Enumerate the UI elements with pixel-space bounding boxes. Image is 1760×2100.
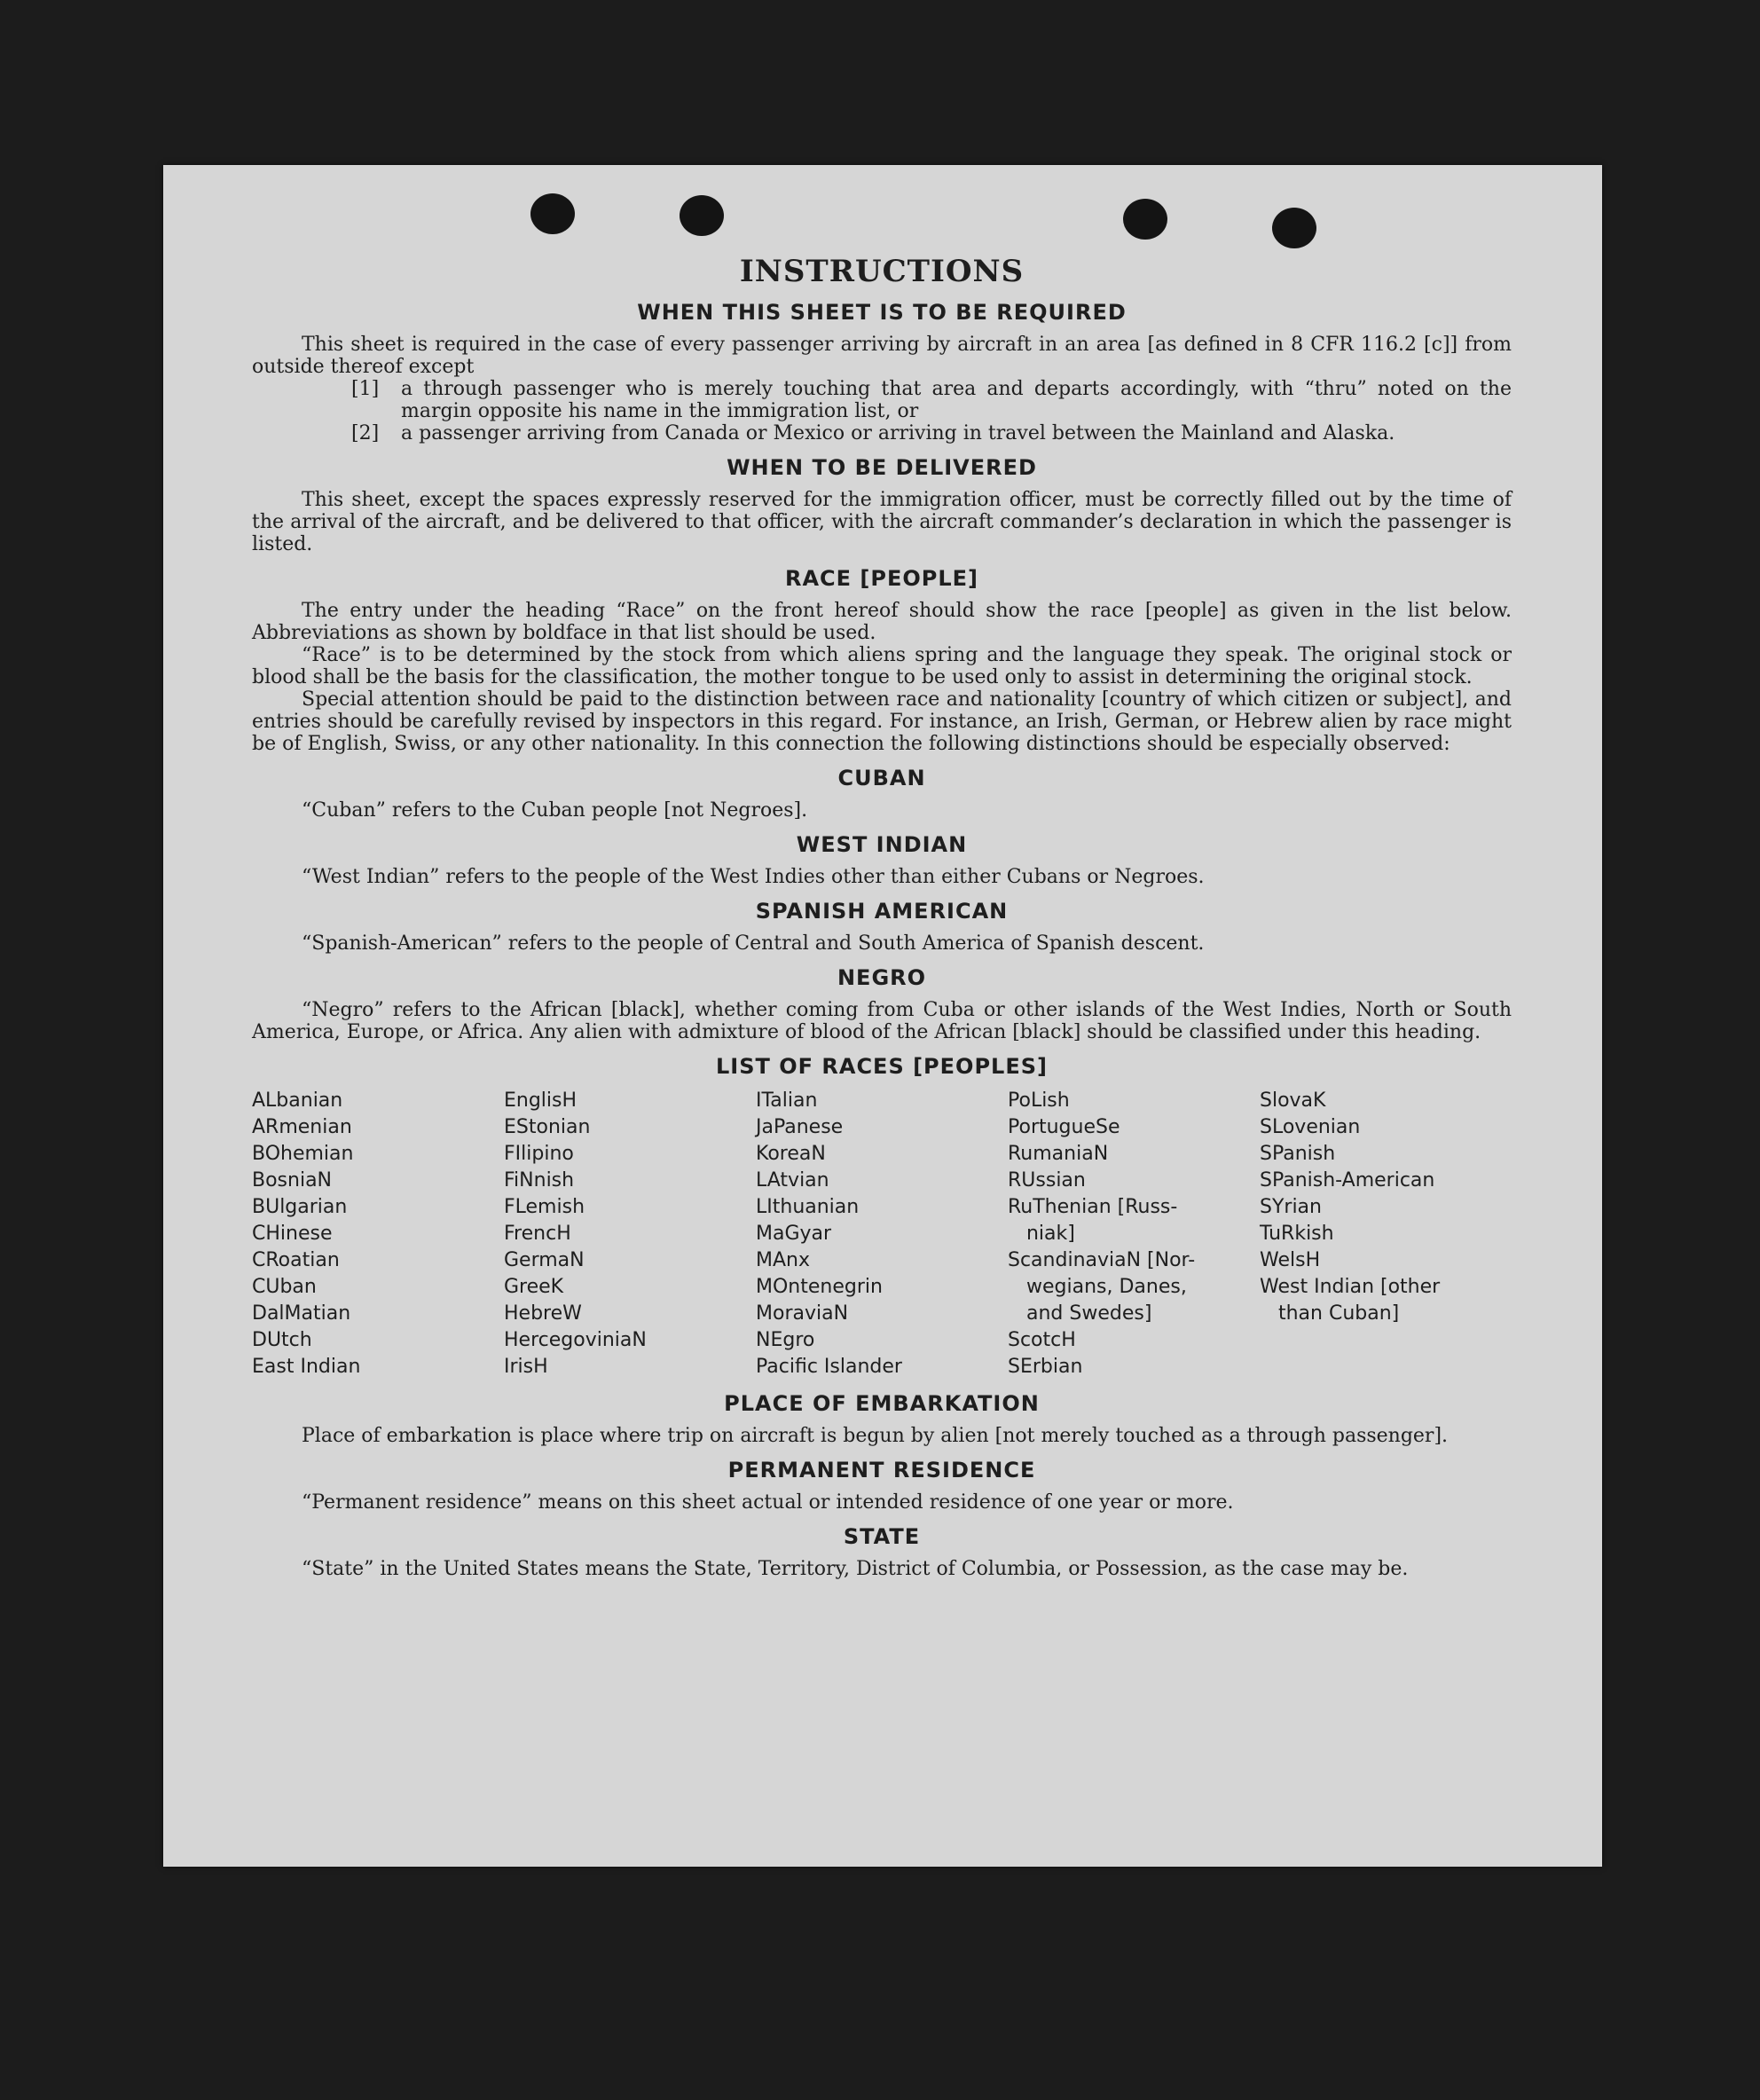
race-entry: East Indian bbox=[252, 1356, 361, 1378]
race-entry: ScandinaviaN [Nor- bbox=[1008, 1249, 1196, 1271]
heading-race: RACE [PEOPLE] bbox=[784, 566, 979, 591]
embarkation-text: Place of embarkation is place where trip on aircraft is begun by alien [not merely touched as a through passenger]. bbox=[302, 1425, 1449, 1447]
spanish-american-text: “Spanish-American” refers to the people of Central and South America of Spanish descent. bbox=[302, 932, 1205, 955]
race-entry: DUtch bbox=[252, 1329, 312, 1351]
negro-text: “Negro” refers to the African [black], whether coming from Cuba or other islands of the West Indies, North or South America, Europe, or Africa. Any alien with admixture of blood of the African [black] should be classified under this heading. bbox=[252, 999, 1512, 1043]
race-entry: SErbian bbox=[1008, 1356, 1083, 1378]
item-number: [2] bbox=[351, 422, 380, 444]
race-entry: IrisH bbox=[504, 1356, 548, 1378]
page-title: INSTRUCTIONS bbox=[739, 254, 1025, 289]
race-paragraph-3: Special attention should be paid to the distinction between race and nationality [country of which citizen or subject], and entries should be carefully revised by inspectors in this regard. For instance, an Irish, German, or Hebrew alien by race might be of English, Swiss, or any other nationality. In this connection the following distinctions should be especially observed: bbox=[252, 688, 1512, 755]
required-item-1 bbox=[252, 378, 1512, 422]
races-column-1 bbox=[252, 1088, 504, 1380]
race-entry: MOntenegrin bbox=[756, 1276, 883, 1298]
heading-negro: NEGRO bbox=[837, 965, 927, 990]
punch-hole-2 bbox=[680, 195, 724, 236]
races-column-5 bbox=[1260, 1088, 1512, 1380]
delivered-text: This sheet, except the spaces expressly reserved for the immigration officer, must be correctly filled out by the time of the arrival of the aircraft, and be delivered to that officer, with the aircraft commander’s declaration in which the passenger is listed. bbox=[252, 489, 1512, 555]
heading-required: WHEN THIS SHEET IS TO BE REQUIRED bbox=[637, 300, 1127, 325]
race-entry: GreeK bbox=[504, 1276, 564, 1298]
race-entry: FrencH bbox=[504, 1223, 571, 1245]
races-column-4 bbox=[1008, 1088, 1260, 1380]
race-entry: EnglisH bbox=[504, 1089, 578, 1112]
race-entry: Pacific Islander bbox=[756, 1356, 902, 1378]
heading-spanish-american: SPANISH AMERICAN bbox=[755, 899, 1009, 924]
required-item-2 bbox=[252, 422, 1512, 444]
race-entry: MAnx bbox=[756, 1249, 810, 1271]
race-entry: JaPanese bbox=[756, 1116, 844, 1138]
race-entry: NEgro bbox=[756, 1329, 815, 1351]
race-entry: FLemish bbox=[504, 1196, 585, 1218]
heading-list-of-races: LIST OF RACES [PEOPLES] bbox=[716, 1054, 1048, 1079]
race-entry: than Cuban] bbox=[1260, 1302, 1400, 1325]
item-number: [1] bbox=[351, 378, 380, 400]
race-entry: FIlipino bbox=[504, 1143, 574, 1165]
race-entry: DalMatian bbox=[252, 1302, 351, 1325]
item-text: a through passenger who is merely touching that area and departs accordingly, with “thru” noted on the margin opposite his name in the immigration list, or bbox=[401, 378, 1512, 422]
races-column-2 bbox=[504, 1088, 756, 1380]
heading-west-indian: WEST INDIAN bbox=[796, 832, 968, 857]
race-entry: SPanish bbox=[1260, 1143, 1336, 1165]
race-entry: LAtvian bbox=[756, 1169, 829, 1192]
races-column-3 bbox=[756, 1088, 1008, 1380]
heading-delivered: WHEN TO BE DELIVERED bbox=[727, 455, 1037, 480]
race-entry: RuThenian [Russ- bbox=[1008, 1196, 1178, 1218]
race-entry: CUban bbox=[252, 1276, 317, 1298]
heading-permanent-residence: PERMANENT RESIDENCE bbox=[727, 1458, 1036, 1483]
race-entry: West Indian [other bbox=[1260, 1276, 1441, 1298]
race-entry: and Swedes] bbox=[1008, 1302, 1152, 1325]
race-entry: ALbanian bbox=[252, 1089, 343, 1112]
race-entry: GermaN bbox=[504, 1249, 585, 1271]
race-entry: KoreaN bbox=[756, 1143, 826, 1165]
race-entry: BUlgarian bbox=[252, 1196, 348, 1218]
race-entry: CRoatian bbox=[252, 1249, 340, 1271]
race-entry: SLovenian bbox=[1260, 1116, 1361, 1138]
race-entry: CHinese bbox=[252, 1223, 333, 1245]
race-entry: FiNnish bbox=[504, 1169, 575, 1192]
punch-hole-3 bbox=[1123, 199, 1167, 240]
race-entry: ARmenian bbox=[252, 1116, 352, 1138]
required-intro: This sheet is required in the case of every passenger arriving by aircraft in an area [as defined in 8 CFR 116.2 [c]] from outside thereof except bbox=[252, 334, 1512, 378]
race-paragraph-2: “Race” is to be determined by the stock from which aliens spring and the language they speak. The original stock or blood shall be the basis for the classification, the mother tongue to be used only to assist in determining the original stock. bbox=[252, 644, 1512, 688]
west-indian-text: “West Indian” refers to the people of the West Indies other than either Cubans or Negroes. bbox=[302, 866, 1205, 888]
race-entry: WelsH bbox=[1260, 1249, 1321, 1271]
instructions-content bbox=[252, 254, 1512, 1580]
race-entry: SlovaK bbox=[1260, 1089, 1326, 1112]
race-entry: PoLish bbox=[1008, 1089, 1070, 1112]
race-entry: LIthuanian bbox=[756, 1196, 860, 1218]
residence-text: “Permanent residence” means on this sheet actual or intended residence of one year or more. bbox=[302, 1491, 1234, 1514]
item-text: a passenger arriving from Canada or Mexico or arriving in travel between the Mainland and Alaska. bbox=[401, 422, 1395, 444]
race-entry: ITalian bbox=[756, 1089, 818, 1112]
heading-embarkation: PLACE OF EMBARKATION bbox=[724, 1391, 1040, 1416]
race-entry: niak] bbox=[1008, 1223, 1075, 1245]
race-entry: SPanish-American bbox=[1260, 1169, 1435, 1192]
heading-state: STATE bbox=[843, 1524, 921, 1549]
race-paragraph-1: The entry under the heading “Race” on the front hereof should show the race [people] as given in the list below. Abbreviations as shown by boldface in that list should be used. bbox=[252, 600, 1512, 644]
race-entry: RUssian bbox=[1008, 1169, 1086, 1192]
race-entry: PortugueSe bbox=[1008, 1116, 1120, 1138]
punch-hole-1 bbox=[530, 193, 575, 234]
punch-hole-4 bbox=[1272, 208, 1316, 248]
race-entry: MaGyar bbox=[756, 1223, 832, 1245]
race-entry: EStonian bbox=[504, 1116, 591, 1138]
race-entry: MoraviaN bbox=[756, 1302, 849, 1325]
race-entry: HercegoviniaN bbox=[504, 1329, 647, 1351]
race-entry: ScotcH bbox=[1008, 1329, 1076, 1351]
races-list bbox=[252, 1088, 1512, 1380]
race-entry: TuRkish bbox=[1260, 1223, 1334, 1245]
race-entry: SYrian bbox=[1260, 1196, 1322, 1218]
race-entry: BosniaN bbox=[252, 1169, 333, 1192]
race-entry: HebreW bbox=[504, 1302, 582, 1325]
document-sheet bbox=[163, 165, 1602, 1867]
cuban-text: “Cuban” refers to the Cuban people [not Negroes]. bbox=[302, 799, 808, 822]
race-entry: BOhemian bbox=[252, 1143, 354, 1165]
race-entry: RumaniaN bbox=[1008, 1143, 1109, 1165]
race-entry: wegians, Danes, bbox=[1008, 1276, 1187, 1298]
state-text: “State” in the United States means the State, Territory, District of Columbia, or Possession, as the case may be. bbox=[302, 1558, 1409, 1580]
heading-cuban: CUBAN bbox=[837, 766, 926, 790]
